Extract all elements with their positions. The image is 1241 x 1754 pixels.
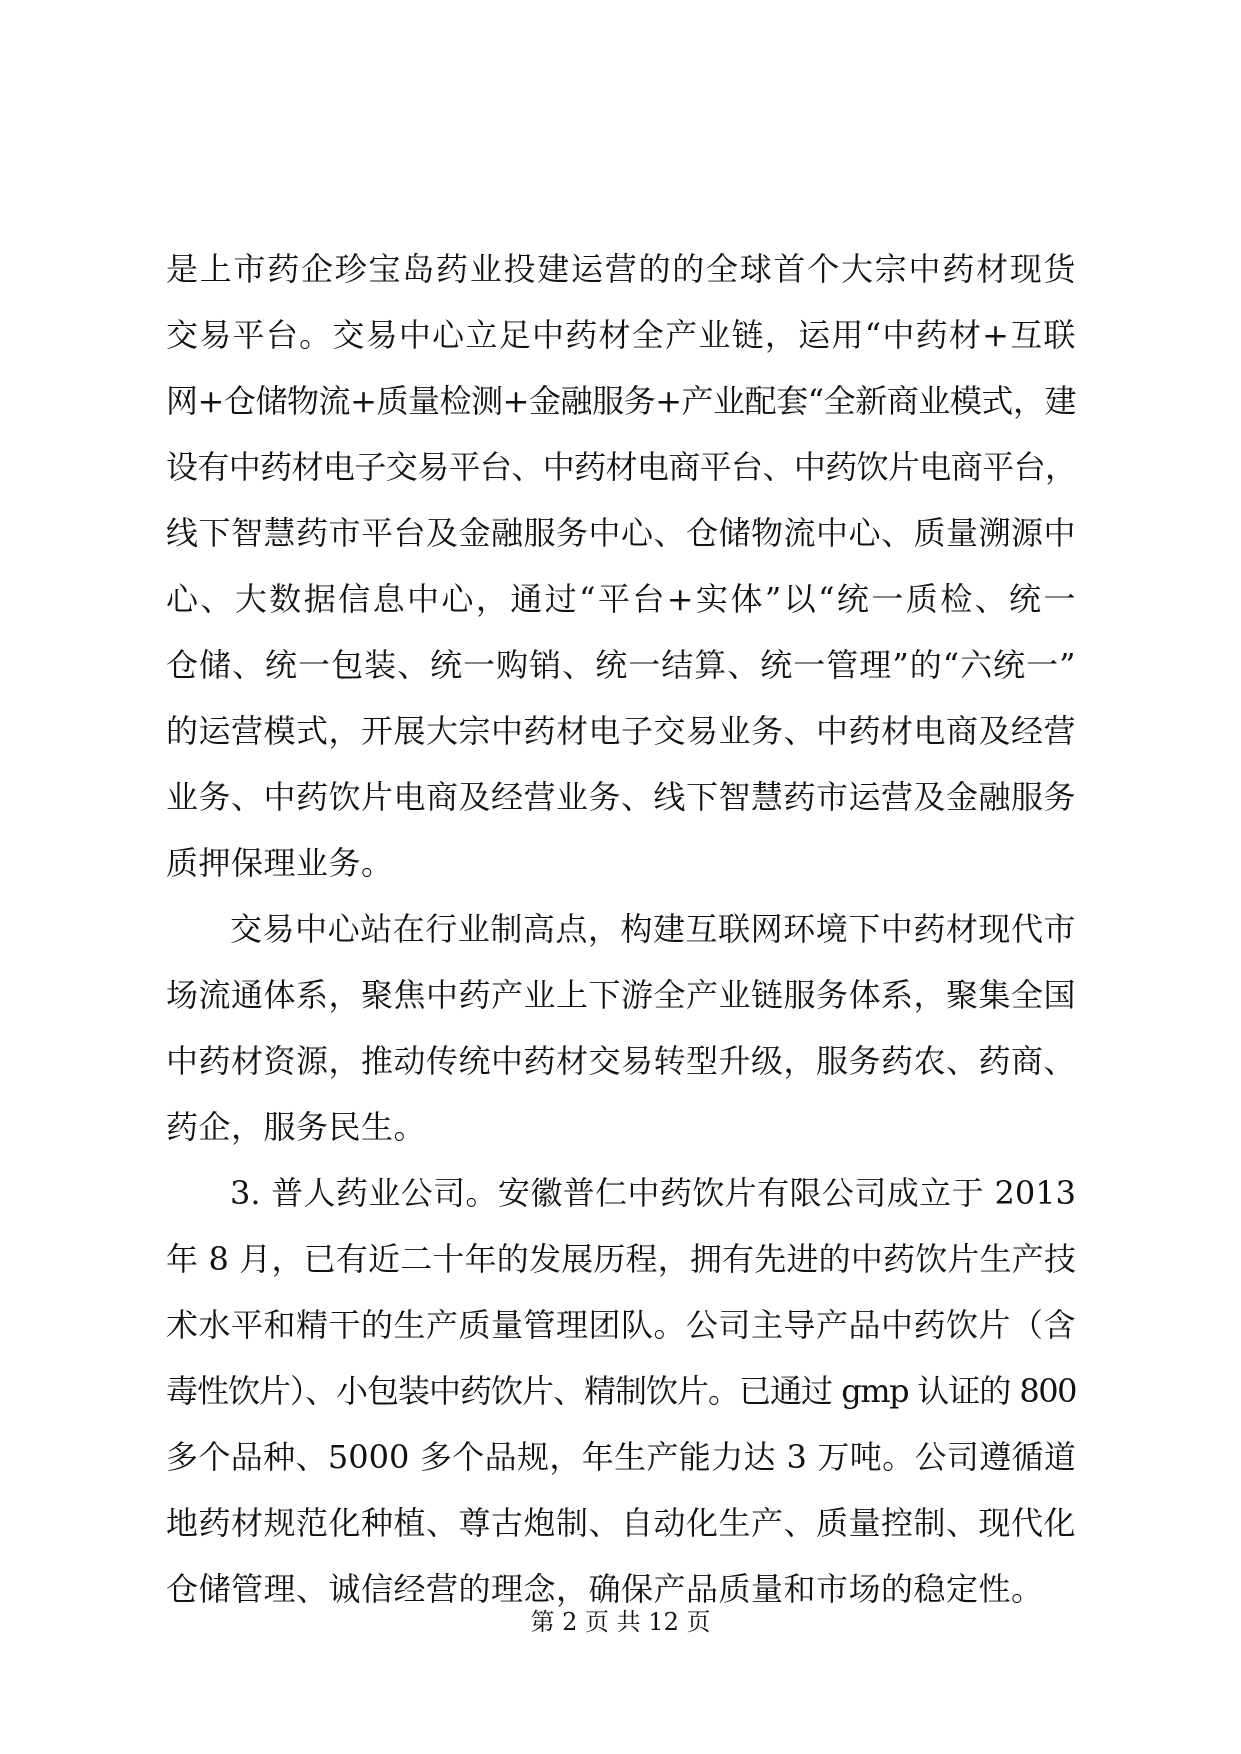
text-line: 交易平台。交易中心立足中药材全产业链，运用“中药材+互联 <box>166 316 1076 354</box>
text-line: 设有中药材电子交易平台、中药材电商平台、中药饮片电商平台， <box>166 448 1076 486</box>
text-line: 术水平和精干的生产质量管理团队。公司主导产品中药饮片（含 <box>166 1306 1077 1344</box>
text-line: 年 8 月，已有近二十年的发展历程，拥有先进的中药饮片生产技 <box>166 1240 1076 1278</box>
text-line: 交易中心站在行业制高点，构建互联网环境下中药材现代市 <box>230 910 1076 948</box>
document-body <box>166 236 1076 1622</box>
text-line: 场流通体系，聚焦中药产业上下游全产业链服务体系，聚集全国 <box>166 976 1077 1014</box>
text-line: 地药材规范化种植、尊古炮制、自动化生产、质量控制、现代化 <box>166 1504 1077 1542</box>
text-line: 业务、中药饮片电商及经营业务、线下智慧药市运营及金融服务 <box>166 778 1077 816</box>
text-line: 的运营模式，开展大宗中药材电子交易业务、中药材电商及经营 <box>166 712 1077 750</box>
text-line: 心、大数据信息中心，通过“平台+实体”以“统一质检、统一 <box>166 580 1076 618</box>
text-line: 网+仓储物流+质量检测+金融服务+产业配套“全新商业模式，建 <box>166 382 1076 420</box>
text-line: 质押保理业务。 <box>166 844 394 882</box>
text-line: 线下智慧药市平台及金融服务中心、仓储物流中心、质量溯源中 <box>166 514 1077 552</box>
paragraph-2 <box>166 896 1076 1160</box>
text-line: 仓储管理、诚信经营的理念，确保产品质量和市场的稳定性。 <box>166 1570 1044 1608</box>
page-number-footer: 第 2 页 共 12 页 <box>530 1608 711 1636</box>
text-line: 中药材资源，推动传统中药材交易转型升级，服务药农、药商、 <box>166 1042 1077 1080</box>
text-line: 3. 普人药业公司。安徽普仁中药饮片有限公司成立于 2013 <box>230 1174 1076 1212</box>
paragraph-1 <box>166 236 1076 896</box>
text-line: 毒性饮片）、小包装中药饮片、精制饮片。已通过 gmp 认证的 800 <box>166 1372 1076 1410</box>
paragraph-3 <box>166 1160 1076 1622</box>
text-line: 多个品种、5000 多个品规，年生产能力达 3 万吨。公司遵循道 <box>166 1438 1076 1476</box>
text-line: 仓储、统一包装、统一购销、统一结算、统一管理”的“六统一” <box>166 646 1076 684</box>
text-line: 药企，服务民生。 <box>166 1108 427 1146</box>
text-line: 是上市药企珍宝岛药业投建运营的的全球首个大宗中药材现货 <box>166 250 1076 288</box>
